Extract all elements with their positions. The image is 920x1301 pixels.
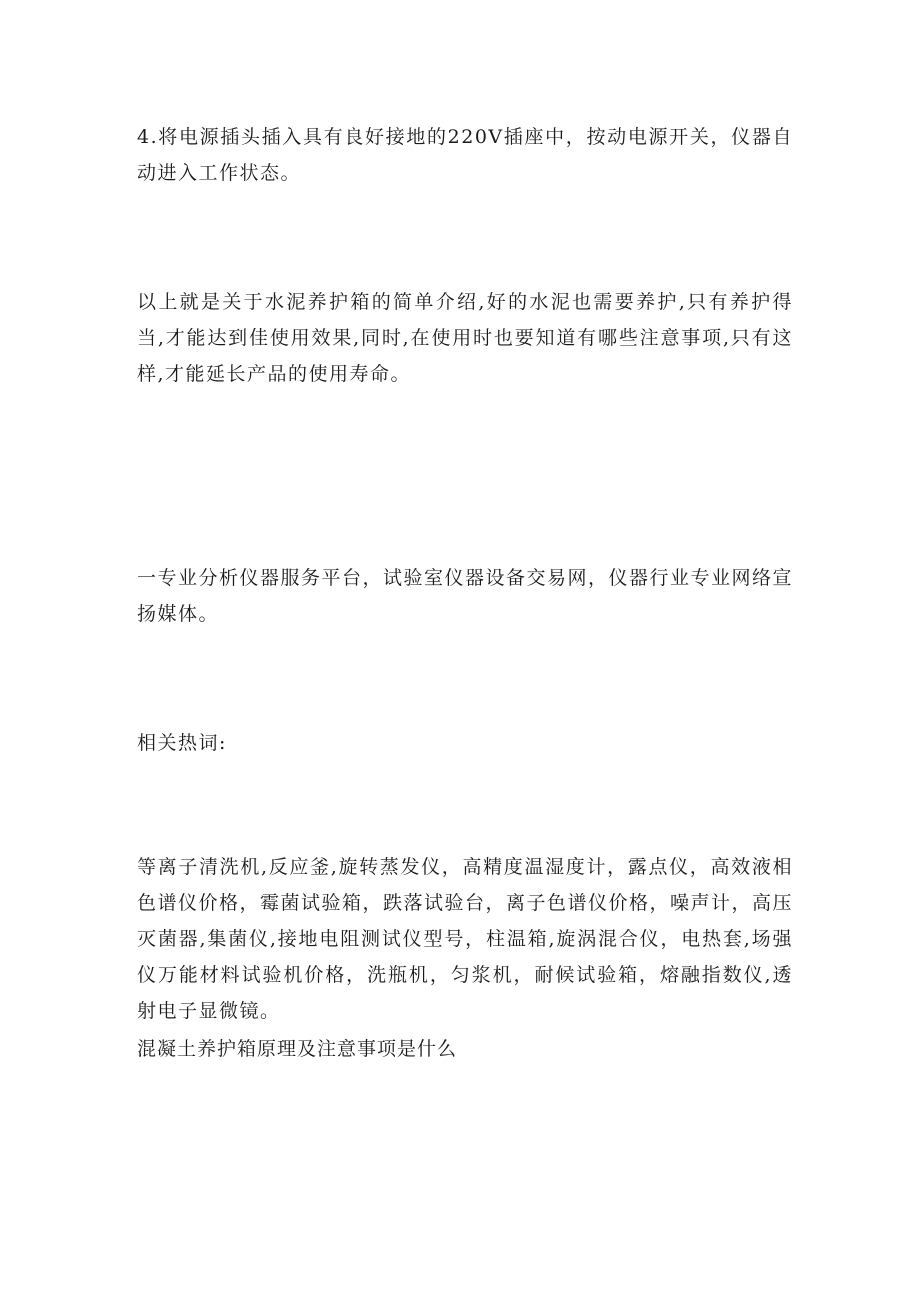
related-keywords-heading: 相关热词: xyxy=(137,732,227,754)
paragraph-summary: 以上就是关于水泥养护箱的简单介绍,好的水泥也需要养护,只有养护得当,才能达到佳使用效果,同时,在使用时也要知道有哪些注意事项,只有这样,才能延长产品的使用寿命。 xyxy=(137,291,793,385)
document-title-line: 混凝土养护箱原理及注意事项是什么 xyxy=(137,1038,458,1060)
paragraph-platform-intro: 一专业分析仪器服务平台，试验室仪器设备交易网，仪器行业专业网络宣扬媒体。 xyxy=(137,567,794,625)
paragraph-power-instructions: 4.将电源插头插入具有良好接地的220V插座中，按动电源开关，仪器自动进入工作状态。 xyxy=(137,126,793,184)
related-keywords-list: 等离子清洗机,反应釜,旋转蒸发仪，高精度温湿度计，露点仪，高效液相色谱仪价格，霉菌试验箱，跌落试验台，离子色谱仪价格，噪声计，高压灭菌器,集菌仪,接地电阻测试仪型号，柱温箱,旋涡混合仪，电热套,场强仪万能材料试验机价格，洗瓶机，匀浆机，耐候试验箱，熔融指数仪,透射电子显微镜。 xyxy=(137,856,794,1022)
